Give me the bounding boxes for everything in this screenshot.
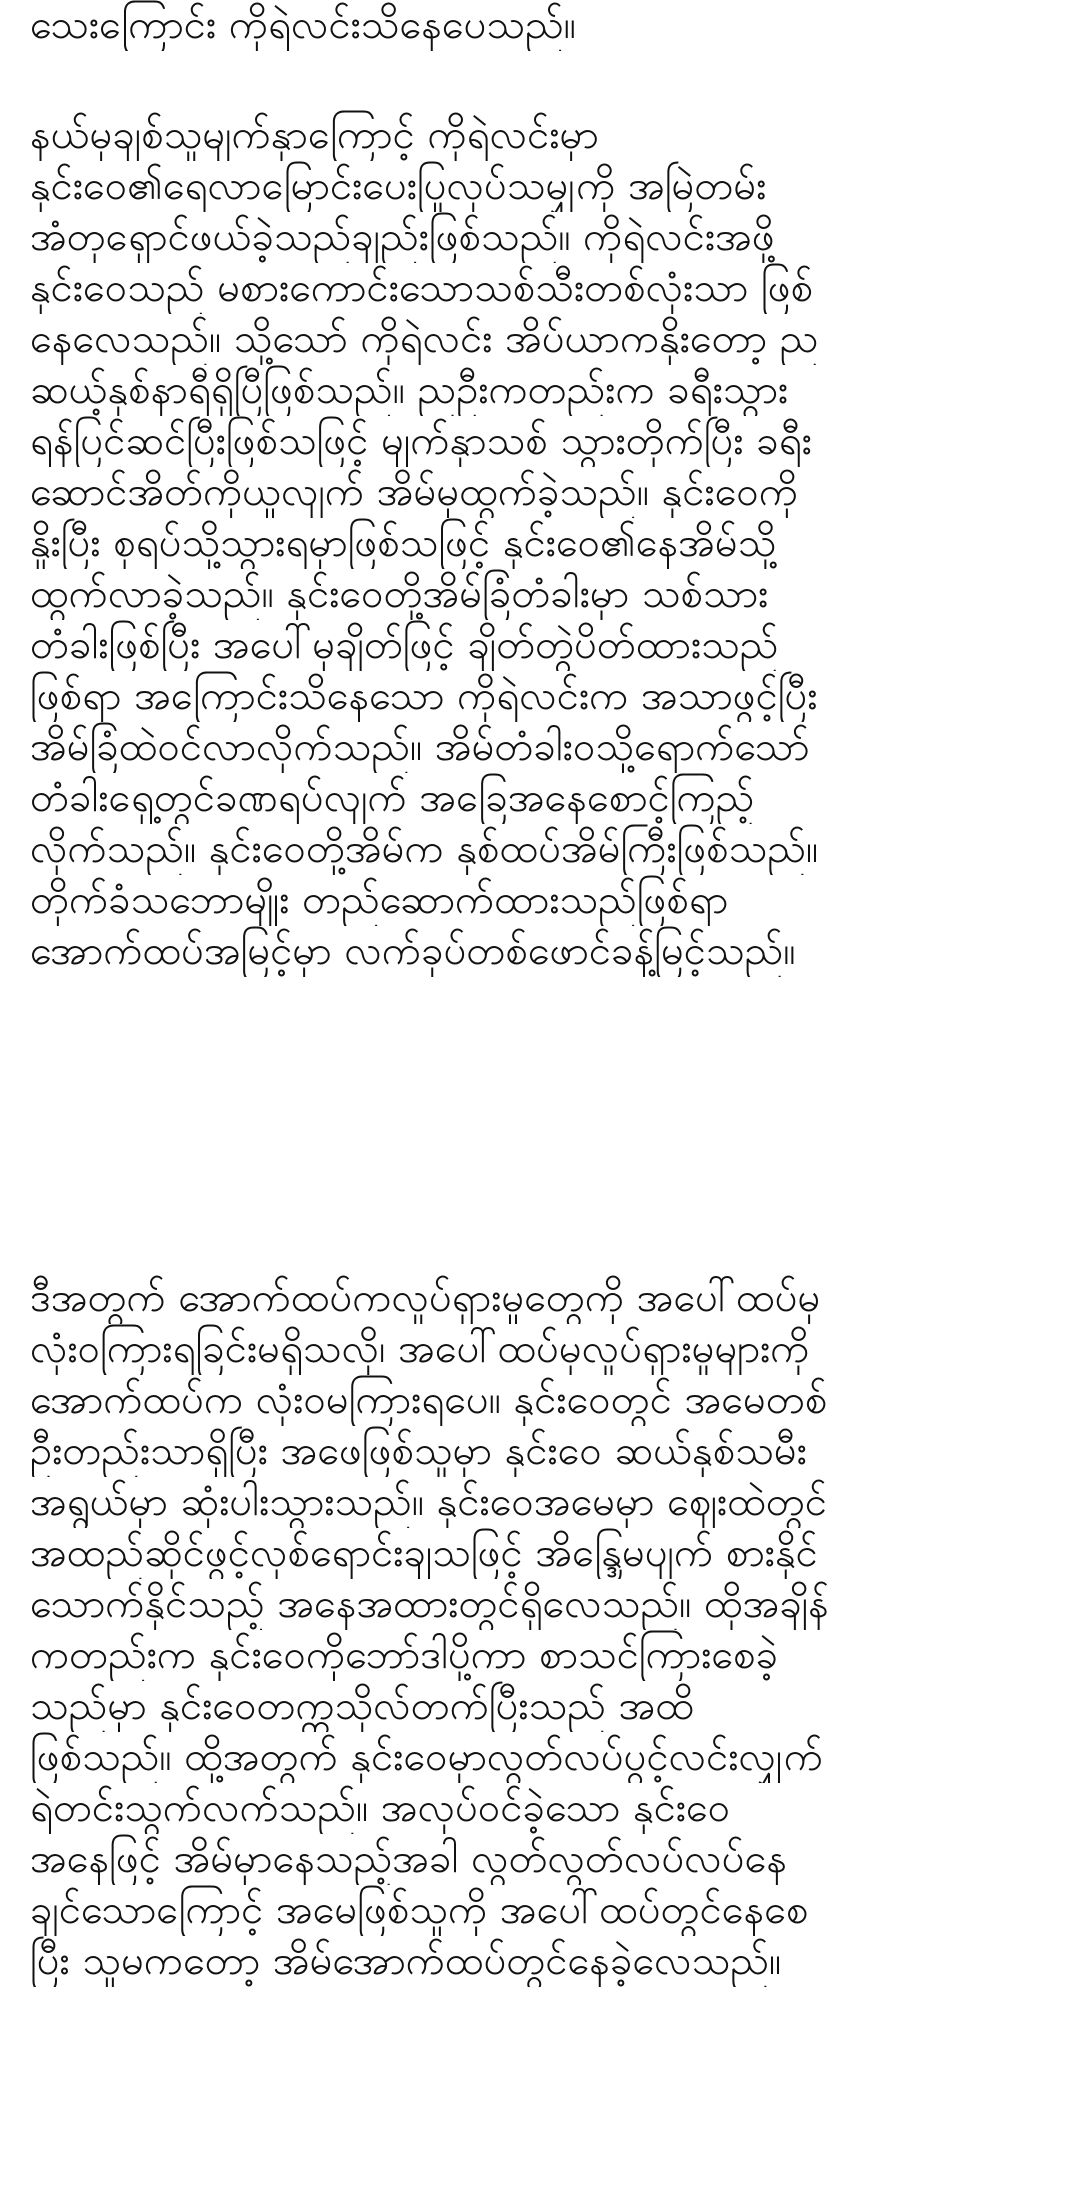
text-line: ဖြစ်သည်။ ထို့အတွက် နှင်းဝေမှာလွတ်လပ်ပွင့်လင်းလျှက် [30, 1734, 824, 1780]
text-line: လိုက်သည်။ နှင်းဝေတို့အိမ်က နှစ်ထပ်အိမ်ကြီးဖြစ်သည်။ [30, 826, 819, 872]
text-line: ဦးတည်းသာရှိပြီး အဖေဖြစ်သူမှာ နှင်းဝေ ဆယ်နှစ်သမီး [30, 1428, 807, 1474]
paragraph-1 [30, 0, 576, 51]
text-line: ဖြစ်ရာ အကြောင်းသိနေသော ကိုရဲလင်းက အသာဖွင့်ပြီး [30, 673, 818, 719]
text-line: ရဲတင်းသွက်လက်သည်။ အလုပ်ဝင်ခဲ့သော နှင်းဝေ [30, 1785, 731, 1831]
text-line: တံခါးဖြစ်ပြီး အပေါ်မှချိတ်ဖြင့် ချိတ်တွဲပိတ်ထားသည် [30, 622, 779, 668]
text-line: ထွက်လာခဲ့သည်။ နှင်းဝေတို့အိမ်ခြံတံခါးမှာ သစ်သား [30, 571, 769, 617]
text-line: အောက်ထပ်က လုံးဝမကြားရပေ။ နှင်းဝေတွင် အမေတစ် [30, 1377, 828, 1423]
text-line: သောက်နိုင်သည့် အနေအထားတွင်ရှိလေသည်။ ထိုအချိန် [30, 1581, 829, 1627]
text-line: ဆယ့်နှစ်နာရီရှိပြီဖြစ်သည်။ ညဦးကတည်းက ခရီးသွား [30, 367, 789, 413]
text-line: တံခါးရှေ့တွင်ခဏရပ်လျက် အခြေအနေစောင့်ကြည့် [30, 775, 755, 821]
text-line: အထည်ဆိုင်ဖွင့်လှစ်ရောင်းချသဖြင့် အိန္ဒြေမပျက် စားနိုင် [30, 1530, 818, 1576]
text-line: ဒီအတွက် အောက်ထပ်ကလှုပ်ရှားမှုတွေကို အပေါ်ထပ်မှ [30, 1275, 821, 1321]
text-line: အိမ်ခြံထဲဝင်လာလိုက်သည်။ အိမ်တံခါးဝသို့ရောက်သော် [30, 724, 810, 770]
text-line: နှိုးပြီး စုရပ်သို့သွားရမှာဖြစ်သဖြင့် နှင်းဝေ၏နေအိမ်သို့ [30, 520, 777, 566]
text-line: ကတည်းက နှင်းဝေကိုဘော်ဒါပို့ကာ စာသင်ကြားစေခဲ့ [30, 1632, 779, 1678]
text-line: နယ်မှချစ်သူမျက်နှာကြောင့် ကိုရဲလင်းမှာ [30, 112, 599, 158]
text-line: တိုက်ခံသဘောမျိုး တည်ဆောက်ထားသည်ဖြစ်ရာ [30, 877, 729, 923]
text-line: နှင်းဝေသည် မစားကောင်းသောသစ်သီးတစ်လုံးသာ ဖြစ် [30, 265, 814, 311]
text-line: ရန်ပြင်ဆင်ပြီးဖြစ်သဖြင့် မျက်နှာသစ် သွားတိုက်ပြီး ခရီး [30, 418, 812, 464]
text-line: ပြီး သူမကတော့ အိမ်အောက်ထပ်တွင်နေခဲ့လေသည်။ [30, 1938, 782, 1984]
text-line: ဆောင်အိတ်ကိုယူလျက် အိမ်မှထွက်ခဲ့သည်။ နှင်းဝေကို [30, 469, 799, 515]
text-line: အနေဖြင့် အိမ်မှာနေသည့်အခါ လွတ်လွတ်လပ်လပ်နေ [30, 1836, 788, 1882]
paragraph-3 [30, 1273, 829, 1987]
text-line: သည်မှာ နှင်းဝေတက္ကသိုလ်တက်ပြီးသည် အထိ [30, 1683, 695, 1729]
text-line: သေးကြောင်း ကိုရဲလင်းသိနေပေသည်။ [30, 2, 576, 48]
text-line: အောက်ထပ်အမြင့်မှာ လက်ခုပ်တစ်ဖောင်ခန့်မြင့်သည်။ [30, 928, 796, 974]
text-line: နှင်းဝေ၏ရေလာမြောင်းပေးပြုလုပ်သမျှကို အမြဲတမ်း [30, 163, 767, 209]
paragraph-2 [30, 110, 818, 977]
text-line: အရွယ်မှာ ဆုံးပါးသွားသည်။ နှင်းဝေအမေမှာ ဈေးထဲတွင် [30, 1479, 828, 1525]
text-line: အံတုရှောင်ဖယ်ခဲ့သည်ချည်းဖြစ်သည်။ ကိုရဲလင်းအဖို့ [30, 214, 775, 260]
text-line: လုံးဝကြားရခြင်းမရှိသလို၊ အပေါ်ထပ်မှလှုပ်ရှားမှုများကို [30, 1326, 810, 1372]
text-line: ချင်သောကြောင့် အမေဖြစ်သူကို အပေါ်ထပ်တွင်နေစေ [30, 1887, 809, 1933]
text-line: နေလေသည်။ သို့သော် ကိုရဲလင်း အိပ်ယာကနိုးတော့ ည [30, 316, 819, 362]
